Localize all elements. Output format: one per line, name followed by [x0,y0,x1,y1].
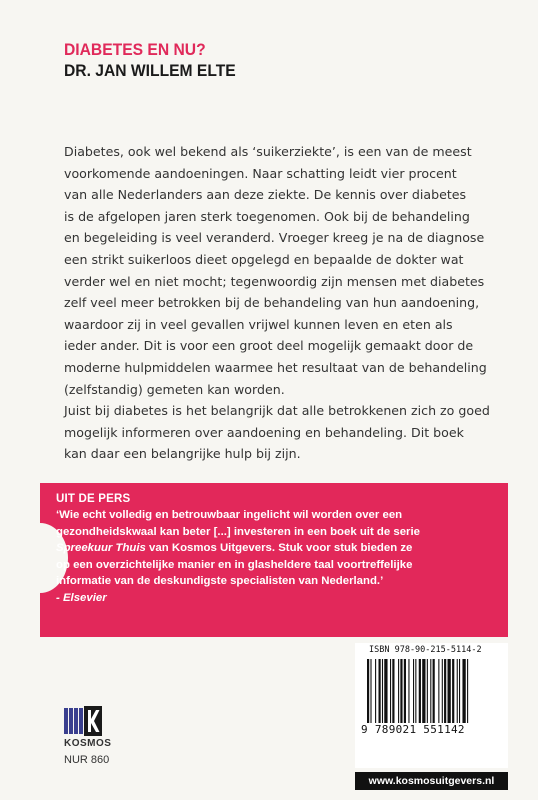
text-line: waardoor zij in veel gevallen vrijwel kunnen leven en eten als [64,316,453,332]
press-quote [56,507,494,607]
blurb-paragraph-1 [64,141,504,400]
text-line: van alle Nederlanders aan deze ziekte. De kennis over diabetes [64,187,467,203]
quote-line: gezondheidskwaal kan beter [...] investeren in een boek uit de serie [56,525,420,538]
text-line: voorkomende aandoeningen. Naar schatting leidt vier procent [64,165,457,181]
text-line: en begeleiding is veel veranderd. Vroeger kreeg je na de diagnose [64,230,485,246]
text-line: ieder ander. Dit is voor een groot deel mogelijk gemaakt door de [64,338,474,354]
text-line: mogelijk informeren over aandoening en behandeling. Dit boek [64,424,464,440]
nur-code: NUR 860 [64,754,110,766]
quote-line: informatie van de deskundigste specialisten van Nederland.’ [56,575,384,588]
barcode-bars-icon [367,659,501,723]
book-author: DR. JAN WILLEM ELTE [64,61,236,80]
text-line: is de afgelopen jaren sterk toegenomen. Ook bij de behandeling [64,208,470,224]
text-line: zelf veel meer betrokken bij de behandeling van hun aandoening, [64,295,480,311]
press-quote-box [40,483,508,637]
quote-source: - Elsevier [56,591,107,604]
press-heading: UIT DE PERS [56,493,131,505]
isbn-number: ISBN 978-90-215-5114-2 [369,645,482,655]
quote-line: ‘Wie echt volledig en betrouwbaar ingelicht wil worden over een [56,509,403,521]
text-line: (zelfstandig) gemeten kan worden. [64,381,285,397]
blurb-paragraph-2 [64,400,504,465]
text-line: moderne hulpmiddelen waarmee het resultaat van de behandeling [64,359,487,375]
text-line: een strikt suikerloos dieet opgelegd en bepaalde de dokter wat [64,251,464,267]
text-line: Diabetes, ook wel bekend als ‘suikerziekte’, is een van de meest [64,144,472,159]
text-line: kan daar een belangrijke hulp bij zijn. [64,446,301,462]
barcode [355,643,508,768]
quote-line: van Kosmos Uitgevers. Stuk voor stuk bieden ze [145,542,413,555]
publisher-website: www.kosmosuitgevers.nl [355,772,508,790]
ean-number: 9 789021 551142 [361,723,465,736]
publisher-name: KOSMOS [64,738,112,749]
text-line: verder wel en niet mocht; tegenwoordig zijn mensen met diabetes [64,273,485,289]
kosmos-logo-icon [64,706,102,736]
book-title: DIABETES EN NU? [64,40,206,59]
series-name: Spreekuur Thuis [56,542,146,555]
text-line: Juist bij diabetes is het belangrijk dat alle betrokkenen zich zo goed [64,403,490,419]
blurb-text [64,141,504,465]
quote-line: op een overzichtelijke manier en in glasheldere taal voortreffelijke [56,558,413,571]
